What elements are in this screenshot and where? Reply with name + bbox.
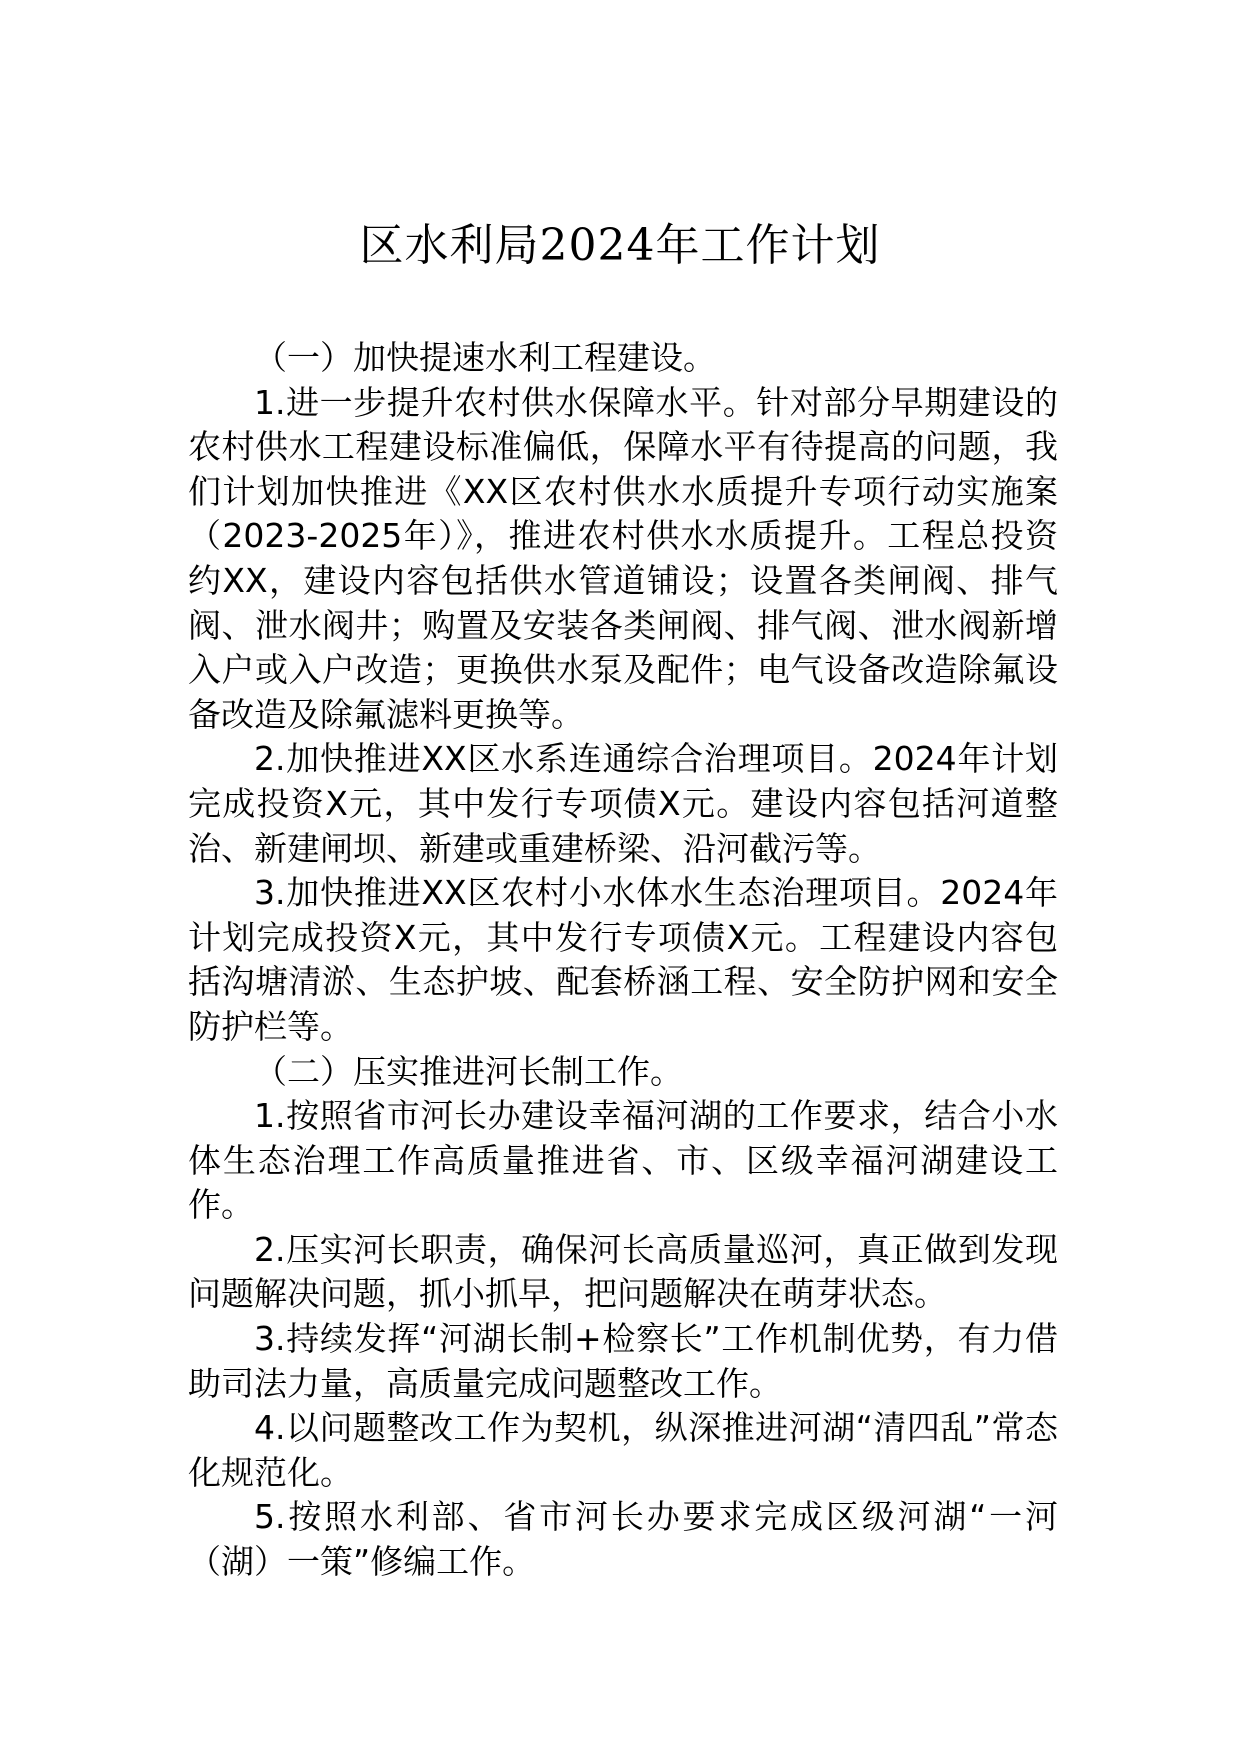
section-1-item-1: 1.进一步提升农村供水保障水平。针对部分早期建设的农村供水工程建设标准偏低，保障水平有待提高的问题，我们计划加快推进《XX区农村供水水质提升专项行动实施案（2023-2025年）》，推进农村供水水质提升。工程总投资约XX，建设内容包括供水管道铺设；设置各类闸阀、排气阀、泄水阀井；购置及安装各类闸阀、排气阀、泄水阀新增入户或入户改造；更换供水泵及配件；电气设备改造除氟设备改造及除氟滤料更换等。 [188,382,1058,734]
section-2-item-1: 1.按照省市河长办建设幸福河湖的工作要求，结合小水体生态治理工作高质量推进省、市、区级幸福河湖建设工作。 [188,1096,1058,1225]
section-1-item-3: 3.加快推进XX区农村小水体水生态治理项目。2024年计划完成投资X元，其中发行专项债X元。工程建设内容包括沟塘清淤、生态护坡、配套桥涵工程、安全防护网和安全防护栏等。 [188,873,1058,1046]
section-2-item-4: 4.以问题整改工作为契机，纵深推进河湖“清四乱”常态化规范化。 [188,1408,1058,1492]
section-heading: （二）压实推进河长制工作。 [254,1051,683,1091]
section-2-item-5: 5.按照水利部、省市河长办要求完成区级河湖“一河（湖）一策”修编工作。 [188,1497,1058,1582]
section-2-item-3: 3.持续发挥“河湖长制+检察长”工作机制优势，有力借助司法力量，高质量完成问题整改工作。 [188,1319,1058,1403]
section-2-item-2: 2.压实河长职责，确保河长高质量巡河，真正做到发现问题解决问题，抓小抓早，把问题解决在萌芽状态。 [188,1229,1058,1314]
document-body [188,336,1058,1585]
section-1-item-2: 2.加快推进XX区水系连通综合治理项目。2024年计划完成投资X元，其中发行专项债X元。建设内容包括河道整治、新建闸坝、新建或重建桥梁、沿河截污等。 [188,739,1058,868]
section-heading: （一）加快提速水利工程建设。 [254,338,716,377]
document-title: 区水利局2024年工作计划 [359,220,881,271]
